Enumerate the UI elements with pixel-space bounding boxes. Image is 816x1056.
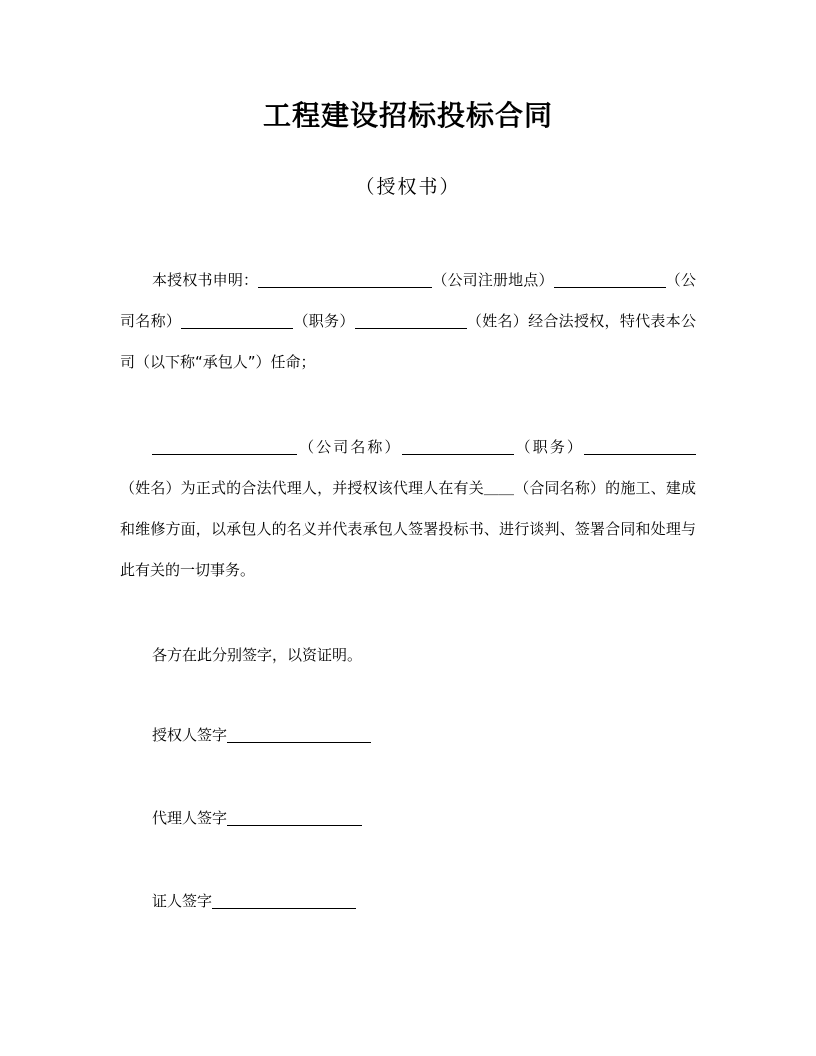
p2-text-2: （职务） bbox=[513, 438, 584, 456]
p1-text-3: （公司名称） bbox=[120, 271, 696, 330]
document-title: 工程建设招标投标合同 bbox=[262, 99, 553, 132]
document-subtitle: （授权书） bbox=[355, 176, 461, 198]
blank-agent-company-name bbox=[152, 436, 297, 455]
blank-name bbox=[355, 310, 467, 329]
p2-text-1: （公司名称） bbox=[297, 438, 402, 456]
agent-signature-line bbox=[152, 806, 362, 830]
authorization-paragraph bbox=[120, 260, 696, 383]
witness-signature-label: 证人签字 bbox=[152, 892, 213, 910]
p2-text-4: （合同名称）的施工、建成和维修方面，以承包人的名义并代表承包人签署投标书、进行谈判、签署合同和处理与此有关的一切事务。 bbox=[120, 479, 696, 579]
blank-agent-position bbox=[402, 436, 514, 455]
blank-position bbox=[181, 310, 293, 329]
agent-appointment-paragraph bbox=[120, 427, 696, 591]
p2-text-3: （姓名）为正式的合法代理人，并授权该代理人在有关 bbox=[120, 479, 484, 497]
blank-company-name bbox=[554, 269, 666, 288]
blank-registered-address bbox=[258, 269, 432, 288]
agent-signature-blank bbox=[227, 807, 362, 826]
p1-text-2: （公司注册地点） bbox=[432, 271, 554, 289]
p1-text-1: 本授权书申明： bbox=[152, 271, 259, 289]
p1-text-5: （姓名）经合法授权，特代表本公司（以下称“承包人”）任命； bbox=[120, 312, 696, 371]
contract-name-blank: ＿＿ bbox=[483, 479, 515, 497]
witness-statement: 各方在此分别签字，以资证明。 bbox=[152, 646, 363, 664]
witness-signature-blank bbox=[212, 890, 356, 909]
p1-text-4: （职务） bbox=[293, 312, 355, 330]
blank-agent-name bbox=[584, 436, 696, 455]
authorizer-signature-blank bbox=[227, 724, 371, 743]
authorizer-signature-label: 授权人签字 bbox=[152, 726, 228, 744]
witness-signature-line bbox=[152, 889, 356, 913]
agent-signature-label: 代理人签字 bbox=[152, 809, 228, 827]
authorizer-signature-line bbox=[152, 723, 371, 747]
